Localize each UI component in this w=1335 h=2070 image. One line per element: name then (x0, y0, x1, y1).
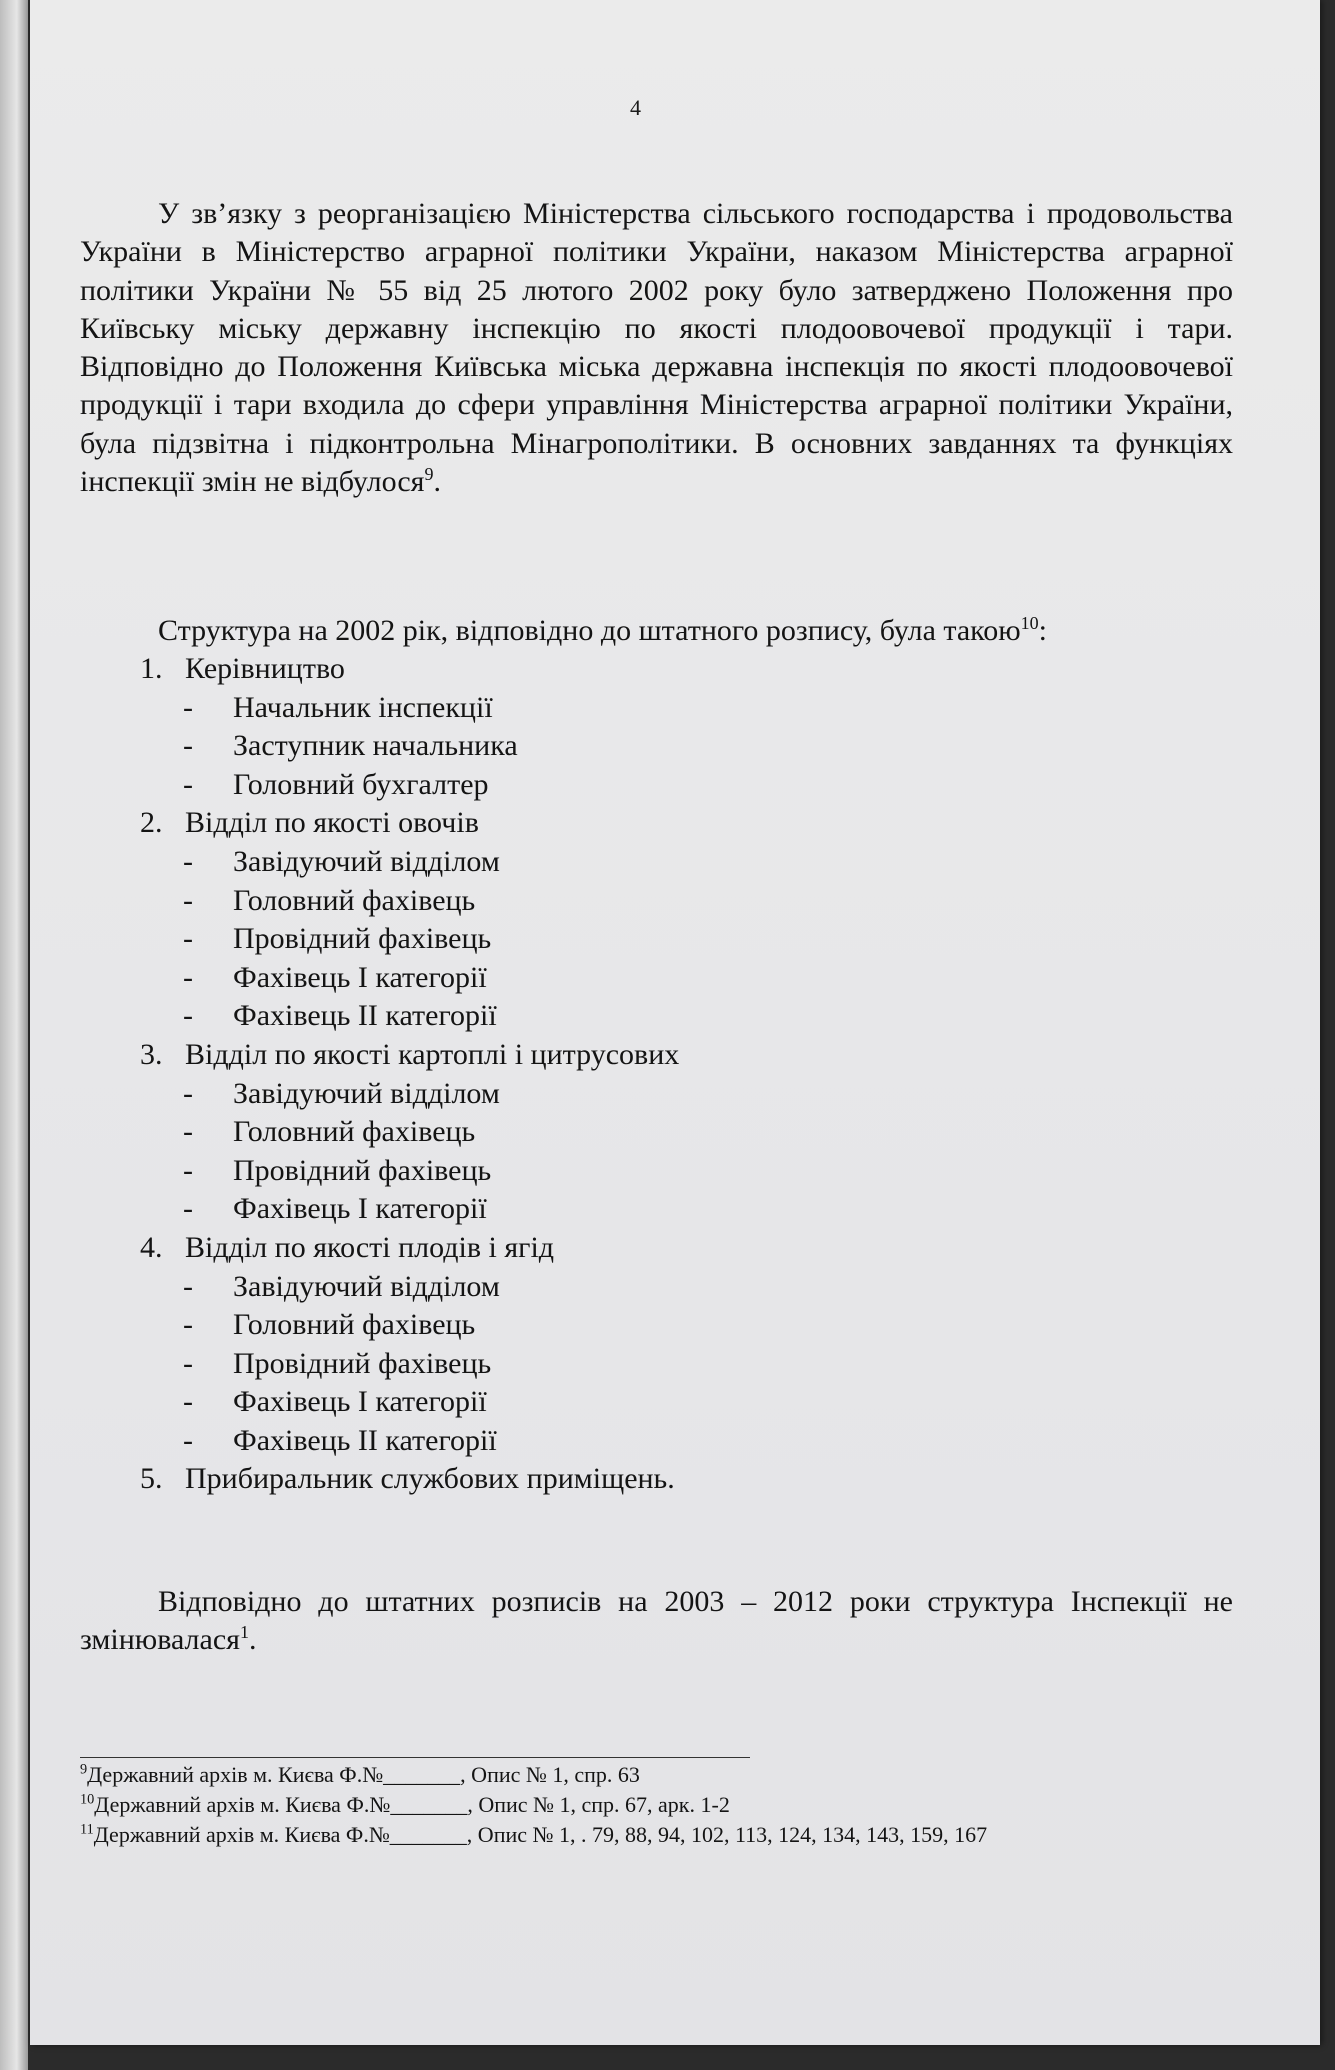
dash-bullet: - (183, 1423, 193, 1457)
dash-bullet: - (183, 767, 193, 801)
position-label: Головний фахівець (233, 883, 476, 917)
dash-bullet: - (183, 1115, 193, 1149)
book-spine-edge (0, 0, 28, 2070)
dash-bullet: - (183, 1308, 193, 1342)
dash-bullet: - (183, 690, 193, 724)
dash-bullet: - (183, 1076, 193, 1110)
document-page (30, 0, 1320, 2045)
section-label: Відділ по якості картоплі і цитрусових (185, 1037, 680, 1071)
footnote-number: 9 (80, 1761, 88, 1778)
section-number: 5. (140, 1462, 163, 1496)
dash-bullet: - (183, 729, 193, 763)
position-label: Начальник інспекції (233, 690, 493, 724)
dash-bullet: - (183, 844, 193, 878)
section-label: Прибиральник службових приміщень. (185, 1462, 675, 1496)
footnotes (80, 1760, 987, 1850)
footnote-number: 11 (80, 1821, 94, 1838)
footnote-text: Державний архів м. Києва Ф.№_______, Опис № 1, . 79, 88, 94, 102, 113, 124, 134, 143, 159, 167 (93, 1822, 988, 1847)
section-label: Відділ по якості плодів і ягід (185, 1230, 555, 1264)
position-label: Фахівець ІІ категорії (233, 999, 497, 1033)
footnote-text: Державний архів м. Києва Ф.№_______, Опис № 1, спр. 67, арк. 1-2 (94, 1792, 730, 1817)
position-label: Заступник начальника (233, 729, 518, 763)
footnote-text: Державний архів м. Києва Ф.№_______, Опис № 1, спр. 63 (87, 1762, 640, 1787)
dash-bullet: - (183, 883, 193, 917)
position-label: Завідуючий відділом (233, 1269, 500, 1303)
footnote-ref: 1 (239, 1622, 249, 1643)
footnote-separator (80, 1757, 750, 1758)
paragraph-end-punct: . (248, 1623, 257, 1657)
position-label: Провідний фахівець (233, 1153, 492, 1187)
position-label: Головний бухгалтер (233, 767, 489, 801)
footnote-ref: 9 (424, 464, 434, 485)
structure-intro (158, 612, 1047, 650)
footnote-number: 10 (80, 1791, 95, 1808)
position-label: Фахівець І категорії (233, 960, 487, 994)
section-label: Відділ по якості овочів (185, 806, 479, 840)
position-label: Головний фахівець (233, 1115, 476, 1149)
structure-intro-text: Структура на 2002 рік, відповідно до штатного розпису, була такою (158, 614, 1021, 647)
position-label: Завідуючий відділом (233, 1076, 500, 1110)
dash-bullet: - (183, 1269, 193, 1303)
section-number: 2. (140, 806, 163, 840)
dash-bullet: - (183, 1192, 193, 1226)
section-label: Керівництво (185, 652, 345, 685)
dash-bullet: - (183, 1153, 193, 1187)
page-number: 4 (630, 95, 641, 120)
paragraph-text: У зв’язку з реорганізацією Міністерства сільського господарства і продовольства України в Міністерство аграрної політики України, наказом Міністерства аграрної політики України № 55 від 25 лютого 2002 року було затверджено Положення про Київську міську державну інспекцію по якості плодоовочевої продукції і тари. Відповідно до Положення Київська міська державна інспекція по якості плодоовочевої продукції і тари входила до сфери управління Міністерства аграрної політики України, була підзвітна і підконтрольна Мінагрополітики. В основних завданнях та функціях інспекції змін не відбулося (80, 197, 1233, 499)
position-label: Провідний фахівець (233, 922, 492, 956)
dash-bullet: - (183, 1385, 193, 1419)
dash-bullet: - (183, 922, 193, 956)
paragraph-text: Відповідно до штатних розписів на 2003 – 2012 роки структура Інспекції не змінювалася (80, 1585, 1233, 1657)
position-label: Фахівець І категорії (233, 1192, 487, 1226)
footnote-ref: 10 (1020, 613, 1039, 633)
position-label: Провідний фахівець (233, 1346, 492, 1380)
position-label: Головний фахівець (233, 1308, 476, 1342)
paragraph-reorganization (80, 195, 1233, 501)
position-label: Фахівець І категорії (233, 1385, 487, 1419)
structure-intro-punct: : (1038, 614, 1047, 647)
paragraph-structure-unchanged (80, 1583, 1233, 1660)
section-number: 3. (140, 1037, 163, 1071)
position-label: Завідуючий відділом (233, 844, 500, 878)
paragraph-end-punct: . (433, 465, 441, 499)
footnote (80, 1760, 987, 1790)
section-number: 1. (140, 652, 163, 685)
footnote (80, 1790, 987, 1820)
dash-bullet: - (183, 1346, 193, 1380)
position-label: Фахівець ІІ категорії (233, 1423, 497, 1457)
footnote (80, 1820, 987, 1850)
dash-bullet: - (183, 960, 193, 994)
section-number: 4. (140, 1230, 163, 1264)
dash-bullet: - (183, 999, 193, 1033)
